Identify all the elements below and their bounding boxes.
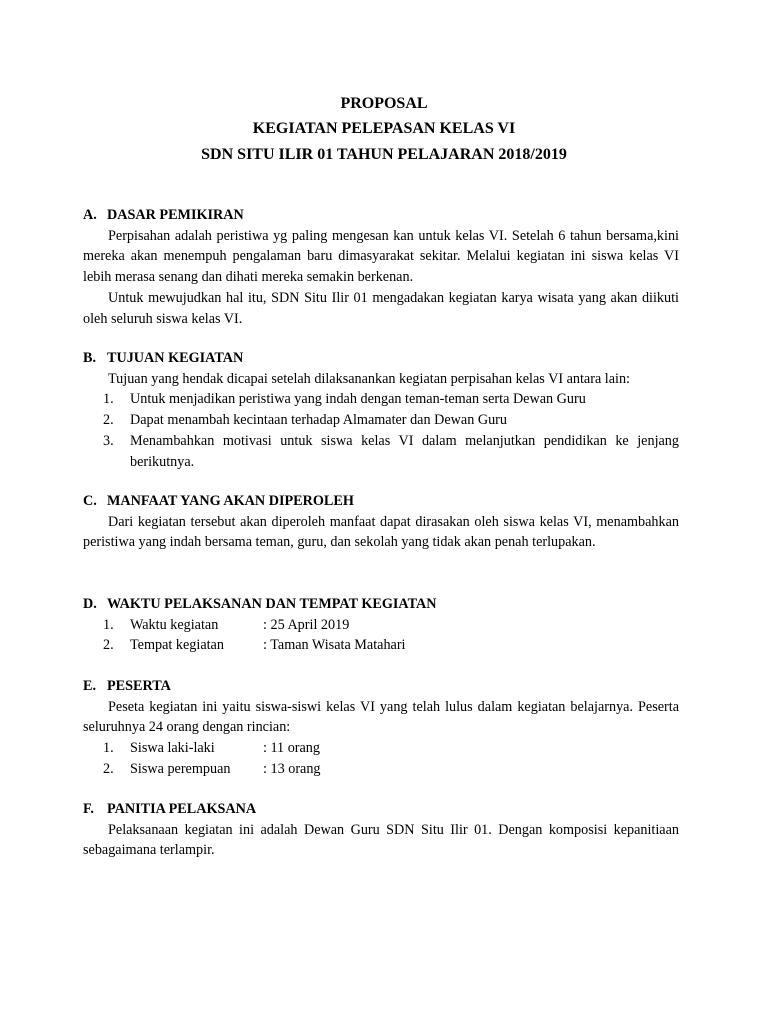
section-letter: C. [83,493,97,509]
section-title: DASAR PEMIKIRAN [107,207,244,223]
list-number: 2. [103,412,114,429]
list-number: 1. [103,391,114,408]
section-title: PANITIA PELAKSANA [107,801,257,817]
section-a [83,205,679,329]
schedule-list [83,615,679,656]
section-b-intro: Tujuan yang hendak dicapai setelah dilaksanankan kegiatan perpisahan kelas VI antara lain: [108,370,630,387]
section-d-heading [83,594,679,615]
section-e-heading [83,676,679,697]
section-c-heading [83,491,679,512]
document-title: PROPOSAL [340,95,428,112]
document-subtitle: KEGIATAN PELEPASAN KELAS VI [252,120,516,137]
section-d [83,594,679,656]
section-letter: B. [83,350,97,366]
section-title: MANFAAT YANG AKAN DIPEROLEH [107,493,354,509]
list-number: 1. [103,616,114,633]
document-school-year: SDN SITU ILIR 01 TAHUN PELAJARAN 2018/2019 [201,146,567,163]
list-number: 2. [103,637,114,654]
section-title: TUJUAN KEGIATAN [107,350,244,366]
participants-list [83,738,679,779]
section-e-paragraph: Peseta kegiatan ini yaitu siswa-siswi kelas VI yang telah lulus dalam kegiatan belajarnya. Peserta seluruhnya 24 orang dengan rincian: [83,698,679,736]
list-text: Untuk menjadikan peristiwa yang indah dengan teman-teman serta Dewan Guru [130,391,586,408]
section-f [83,799,679,861]
section-letter: F. [83,801,94,817]
goals-list [83,389,679,472]
section-e [83,676,679,780]
section-letter: A. [83,207,97,223]
list-number: 3. [103,432,114,449]
list-value: : 13 orang [263,760,321,777]
list-value: : 11 orang [263,740,320,757]
list-label: Siswa laki-laki [130,740,215,757]
section-title: WAKTU PELAKSANAN DAN TEMPAT KEGIATAN [107,596,437,612]
section-letter: E. [83,678,97,694]
section-f-paragraph: Pelaksanaan kegiatan ini adalah Dewan Guru SDN Situ Ilir 01. Dengan komposisi kepanitiaan sebagaimana terlampir. [83,821,679,859]
list-text: Dapat menambah kecintaan terhadap Almamater dan Dewan Guru [130,412,507,429]
section-a-paragraph-2: Untuk mewujudkan hal itu, SDN Situ Ilir 01 mengadakan kegiatan karya wisata yang akan diikuti oleh seluruh siswa kelas VI. [83,289,679,327]
list-number: 2. [103,760,114,777]
list-label: Waktu kegiatan [130,616,219,633]
section-b-heading [83,348,679,369]
list-item [83,759,679,780]
list-item [83,410,679,431]
list-item [83,431,679,472]
list-item [83,615,679,636]
list-number: 1. [103,740,114,757]
section-b [83,348,679,472]
list-value: : 25 April 2019 [263,616,350,633]
list-item [83,738,679,759]
section-a-heading [83,205,679,226]
list-label: Tempat kegiatan [130,637,224,654]
section-title: PESERTA [107,678,171,694]
list-text: Menambahkan motivasi untuk siswa kelas VI dalam melanjutkan pendidikan ke jenjang berikutnya. [130,432,679,470]
section-letter: D. [83,596,97,612]
list-item [83,635,679,656]
section-c-paragraph: Dari kegiatan tersebut akan diperoleh manfaat dapat dirasakan oleh siswa kelas VI, menambahkan peristiwa yang indah bersama teman, guru, dan sekolah yang tidak akan penah terlupakan. [83,513,679,551]
section-a-paragraph-1: Perpisahan adalah peristiwa yg paling mengesan kan untuk kelas VI. Setelah 6 tahun bersama,kini mereka akan menempuh pengalaman baru dimasyarakat sekitar. Melalui kegiatan ini siswa kelas VI lebih merasa senang dan dihati mereka semakin berkenan. [83,227,679,286]
list-item [83,389,679,410]
section-f-heading [83,799,679,820]
section-c [83,491,679,553]
list-value: : Taman Wisata Matahari [263,637,406,654]
list-label: Siswa perempuan [130,760,231,777]
